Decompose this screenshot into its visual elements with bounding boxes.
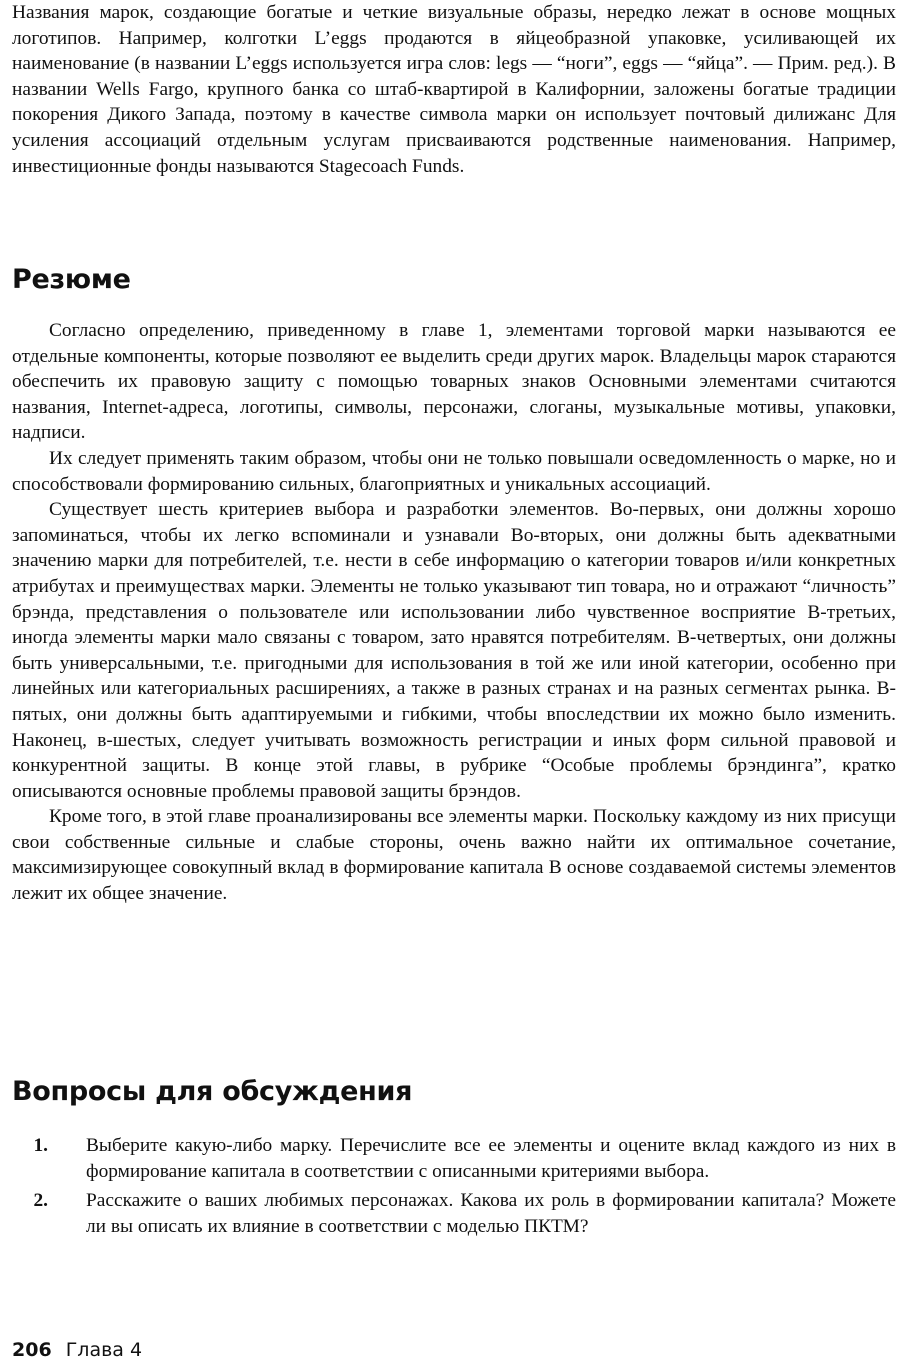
chapter-label: Глава 4 [65, 1339, 143, 1361]
document-page [12, 0, 896, 1368]
summary-paragraph: Согласно определению, приведенному в главе 1, элементами торговой марки называются ее отдельные компоненты, которые позволяют ее выделить среди других марок. Владельцы марок стараются обеспечить их правовую защиту с помощью товарных знаков Основными элементами считаются названия, Internet-адреса, логотипы, символы, персонажи, слоганы, музыкальные мотивы, упаковки, надписи. [12, 320, 896, 444]
questions-list [12, 1133, 896, 1243]
question-number: 1. [33, 1135, 48, 1156]
page-footer [12, 1338, 142, 1362]
summary-paragraph: Существует шесть критериев выбора и разработки элементов. Во-первых, они должны хорошо запоминаться, чтобы их легко вспоминали и узнавали Во-вторых, они должны быть адекватными значению марки для потребителей, т.е. нести в себе информацию о категории товаров и/или конкретных атрибутах и преимуществах марки. Элементы не только указывают тип товара, но и отражают “личность” брэнда, представления о пользователе или использовании либо чувственное восприятие В-третьих, иногда элементы марки мало связаны с товаром, зато нравятся потребителям. В-четвертых, они должны быть универсальными, т.е. пригодными для использования в той же или иной категории, особенно при линейных или категориальных расширениях, а также в разных странах и на разных сегментах рынка. В-пятых, они должны быть адаптируемыми и гибкими, чтобы впоследствии их можно было изменить. Наконец, в-шестых, следует учитывать возможность регистрации и иных форм сильной правовой и конкурентной защиты. В конце этой главы, в рубрике “Особые проблемы брэндинга”, кратко описываются основные проблемы правовой защиты брэндов. [12, 499, 896, 802]
question-text: Выберите какую-либо марку. Перечислите все ее элементы и оцените вклад каждого из них в формирование капитала в соответствии с описанными критериями выбора. [86, 1135, 896, 1182]
question-text: Расскажите о ваших любимых персонажах. Какова их роль в формировании капитала? Можете ли вы описать их влияние в соответствии с моделью ПКТМ? [86, 1190, 896, 1237]
question-item [12, 1188, 896, 1239]
question-number: 2. [33, 1190, 48, 1212]
summary-section [12, 318, 896, 907]
summary-heading: Резюме [12, 264, 131, 295]
summary-paragraph: Их следует применять таким образом, чтобы они не только повышали осведомленность о марке, но и способствовали формированию сильных, благоприятных и уникальных ассоциаций. [12, 447, 896, 495]
questions-heading: Вопросы для обсуждения [12, 1076, 413, 1107]
page-number: 206 [12, 1339, 52, 1361]
question-item [12, 1133, 896, 1184]
intro-paragraph: Названия марок, создающие богатые и четкие визуальные образы, нередко лежат в основе мощных логотипов. Например, колготки L’eggs продаются в яйцеобразной упаковке, усиливающей их наименование (в названии L’eggs используется игра слов: legs — “ноги”, eggs — “яйца”. — Прим. ред.). В названии Wells Fargo, крупного банка со штаб-квартирой в Калифорнии, заложены богатые традиции покорения Дикого Запада, поэтому в качестве символа марки он использует почтовый дилижанс Для усиления ассоциаций отдельным услугам присваиваются родственные наименования. Например, инвестиционные фонды называются Stagecoach Funds. [12, 2, 896, 177]
summary-paragraph: Кроме того, в этой главе проанализированы все элементы марки. Поскольку каждому из них присущи свои собственные сильные и слабые стороны, очень важно найти их оптимальное сочетание, максимизирующее совокупный вклад в формирование капитала В основе создаваемой системы элементов лежит их общее значение. [12, 806, 896, 905]
